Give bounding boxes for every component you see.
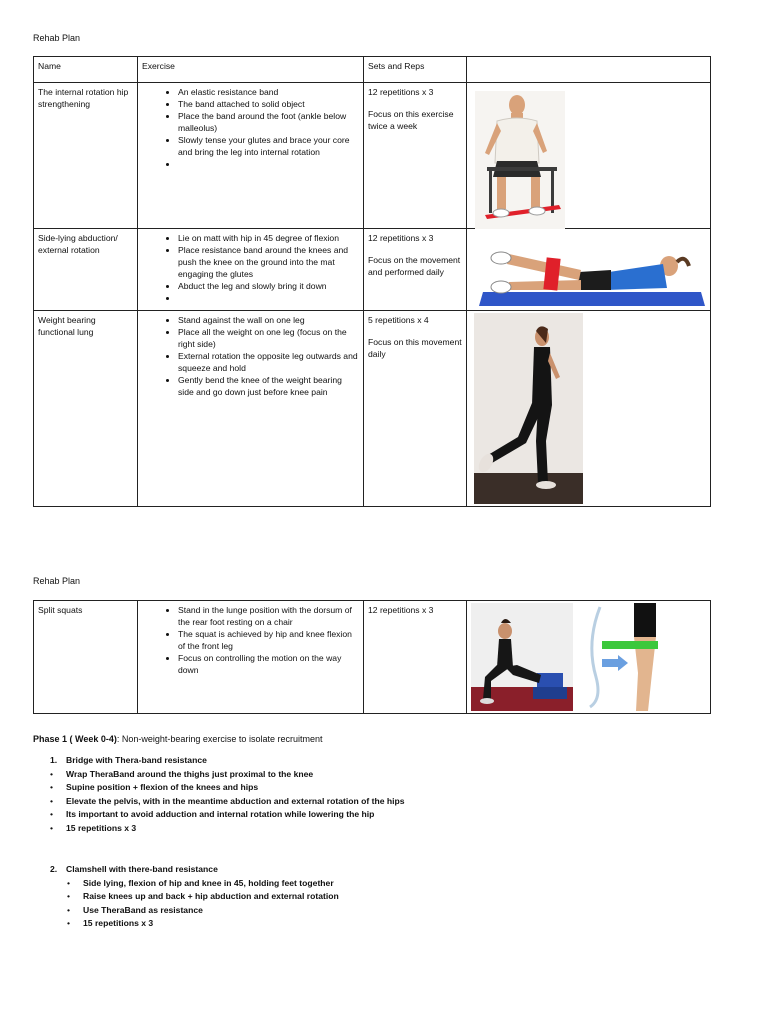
list-item: • Focus on controlling the motion on the way down — [178, 652, 359, 676]
phase-label: Phase 1 ( Week 0-4) — [33, 734, 117, 744]
step-number: 2. — [50, 864, 58, 874]
split-squat-image — [471, 603, 573, 711]
sets-reps-cell — [364, 601, 467, 714]
step-title: Bridge with Thera-band resistance — [66, 755, 207, 765]
list-item: • Abduct the leg and slowly bring it down — [178, 280, 359, 292]
list-item: • Slowly tense your glutes and brace your core and bring the leg into internal rotation — [178, 134, 359, 158]
exercise-steps — [138, 601, 364, 714]
list-item: • Wrap TheraBand around the thighs just proximal to the knee — [66, 768, 405, 782]
list-item: • Lie on matt with hip in 45 degree of flexion — [178, 232, 359, 244]
sets-reps: 12 repetitions x 3 — [368, 233, 434, 243]
list-item: • Supine position + flexion of the knees and hips — [66, 781, 405, 795]
list-item: • The squat is achieved by hip and knee flexion of the front leg — [178, 628, 359, 652]
seated-band-exercise-image — [475, 91, 565, 229]
sets-reps-cell — [364, 229, 467, 311]
list-item: • Use TheraBand as resistance — [83, 904, 339, 918]
exercise-name: Side-lying abduction/ external rotation — [34, 229, 138, 311]
table-header-row — [34, 57, 711, 83]
knee-band-image — [576, 603, 658, 711]
sets-note: Focus on this exercise twice a week — [368, 109, 454, 131]
phase-heading — [33, 734, 322, 744]
list-item — [178, 158, 359, 170]
list-item: • 15 repetitions x 3 — [66, 822, 405, 836]
exercise-steps — [138, 83, 364, 229]
sets-reps: 12 repetitions x 3 — [368, 605, 434, 615]
list-item: • Side lying, flexion of hip and knee in 45, holding feet together — [83, 877, 339, 891]
list-item: • Stand in the lunge position with the dorsum of the rear foot resting on a chair — [178, 604, 359, 628]
exercise-steps — [138, 229, 364, 311]
exercise-name: Weight bearing functional lung — [34, 311, 138, 507]
table-row — [34, 83, 711, 229]
sets-reps-cell — [364, 83, 467, 229]
list-item: • Place the band around the foot (ankle below malleolus) — [178, 110, 359, 134]
exercise-steps — [138, 311, 364, 507]
sets-reps: 12 repetitions x 3 — [368, 87, 434, 97]
step-number: 1. — [50, 755, 58, 765]
page-heading: Rehab Plan — [33, 576, 81, 586]
step-2 — [33, 863, 339, 931]
header-exercise: Exercise — [138, 57, 364, 83]
list-item: • 15 repetitions x 3 — [83, 917, 339, 931]
step-1 — [33, 754, 405, 836]
wall-lunge-image — [474, 313, 583, 504]
list-item: • Its important to avoid adduction and internal rotation while lowering the hip — [66, 808, 405, 822]
phase-description: : Non-weight-bearing exercise to isolate recruitment — [116, 734, 323, 744]
step-title: Clamshell with there-band resistance — [66, 864, 218, 874]
list-item: • Gently bend the knee of the weight bearing side and go down just before knee pain — [178, 374, 359, 398]
list-item: • Place resistance band around the knees and push the knee on the ground into the mat engaging the glutes — [178, 244, 359, 280]
list-item: • External rotation the opposite leg outwards and squeeze and hold — [178, 350, 359, 374]
list-item — [178, 292, 359, 304]
list-item: • Stand against the wall on one leg — [178, 314, 359, 326]
sets-reps-cell — [364, 311, 467, 507]
page-heading: Rehab Plan — [33, 33, 81, 43]
list-item: • Elevate the pelvis, with in the meantime abduction and external rotation of the hips — [66, 795, 405, 809]
exercise-name: The internal rotation hip strengthening — [34, 83, 138, 229]
header-name: Name — [34, 57, 138, 83]
sets-note: Focus on the movement and performed daily — [368, 255, 461, 277]
sets-reps: 5 repetitions x 4 — [368, 315, 429, 325]
list-item: • An elastic resistance band — [178, 86, 359, 98]
side-lying-abduction-image — [479, 232, 705, 308]
list-item: • Raise knees up and back + hip abduction and external rotation — [83, 890, 339, 904]
header-sets-reps: Sets and Reps — [364, 57, 467, 83]
sets-note: Focus on this movement daily — [368, 337, 462, 359]
exercise-name: Split squats — [34, 601, 138, 714]
table-row — [34, 311, 711, 507]
list-item: • Place all the weight on one leg (focus on the right side) — [178, 326, 359, 350]
header-image — [467, 57, 711, 83]
list-item: • The band attached to solid object — [178, 98, 359, 110]
